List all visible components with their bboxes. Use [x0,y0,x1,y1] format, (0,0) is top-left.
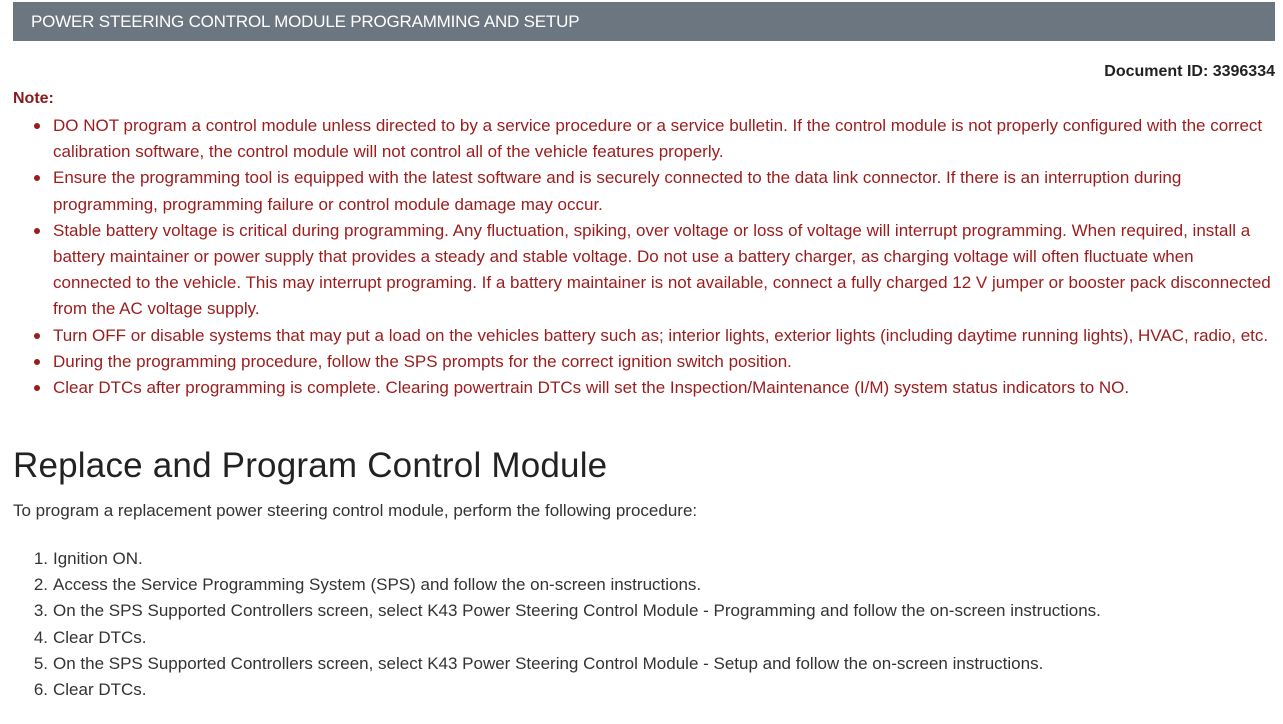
procedure-step [33,677,1101,703]
bullet-icon [34,385,40,391]
note-item [53,323,1275,349]
note-item-text: Stable battery voltage is critical during programming. Any fluctuation, spiking, over voltage or loss of voltage will interrupt programming. When required, install a battery maintainer or power supply that provides a steady and stable voltage. Do not use a battery charger, as charging voltage will often fluctuate when connected to the vehicle. This may interrupt programing. If a battery maintainer is not available, connect a fully charged 12 V jumper or booster pack disconnected from the AC voltage supply. [53,220,1271,319]
note-item-text: Clear DTCs after programming is complete. Clearing powertrain DTCs will set the Inspection/Maintenance (I/M) system status indicators to NO. [53,378,1130,398]
procedure-step [33,625,1101,651]
note-item-text: DO NOT program a control module unless directed to by a service procedure or a service bulletin. If the control module is not properly configured with the correct calibration software, the control module will not control all of the vehicle features properly. [53,116,1263,162]
step-text: Clear DTCs. [53,627,147,647]
note-label: Note: [13,90,54,107]
step-number: 1. [33,549,48,568]
note-item-text: During the programming procedure, follow the SPS prompts for the correct ignition switch position. [53,351,792,371]
note-item [53,218,1275,323]
document-header-bar [13,2,1275,41]
bullet-icon [34,228,40,234]
bullet-icon [34,359,40,365]
note-item [53,113,1275,165]
note-item-text: Turn OFF or disable systems that may put a load on the vehicles battery such as; interior lights, exterior lights (including daytime running lights), HVAC, radio, etc. [53,325,1269,345]
section-heading: Replace and Program Control Module [13,446,608,485]
note-item-text: Ensure the programming tool is equipped with the latest software and is securely connected to the data link connector. If there is an interruption during programming, programming failure or control module damage may occur. [53,168,1182,214]
step-number: 3. [33,601,48,621]
document-title: POWER STEERING CONTROL MODULE PROGRAMMING AND SETUP [31,11,580,31]
procedure-step [33,572,1101,598]
note-item [53,165,1275,217]
procedure-intro: To program a replacement power steering control module, perform the following procedure: [13,501,698,520]
step-number: 5. [33,653,48,673]
procedure-steps [13,546,1101,703]
bullet-icon [34,333,40,339]
step-text: Access the Service Programming System (SPS) and follow the on-screen instructions. [53,575,702,595]
bullet-icon [34,175,40,181]
note-item [53,349,1275,375]
procedure-step [33,651,1101,677]
step-number: 6. [33,680,48,700]
step-text: Ignition ON. [53,549,143,568]
step-text: On the SPS Supported Controllers screen, select K43 Power Steering Control Module - Setup and follow the on-screen instructions. [53,653,1044,673]
document-id: Document ID: 3396334 [1104,63,1275,80]
procedure-step [33,598,1101,624]
step-number: 2. [33,575,48,595]
step-number: 4. [33,627,48,647]
step-text: On the SPS Supported Controllers screen, select K43 Power Steering Control Module - Programming and follow the on-screen instructions. [53,601,1101,621]
note-list [13,113,1275,401]
bullet-icon [34,123,40,129]
procedure-step [33,546,1101,572]
note-item [53,375,1275,401]
step-text: Clear DTCs. [53,680,147,700]
